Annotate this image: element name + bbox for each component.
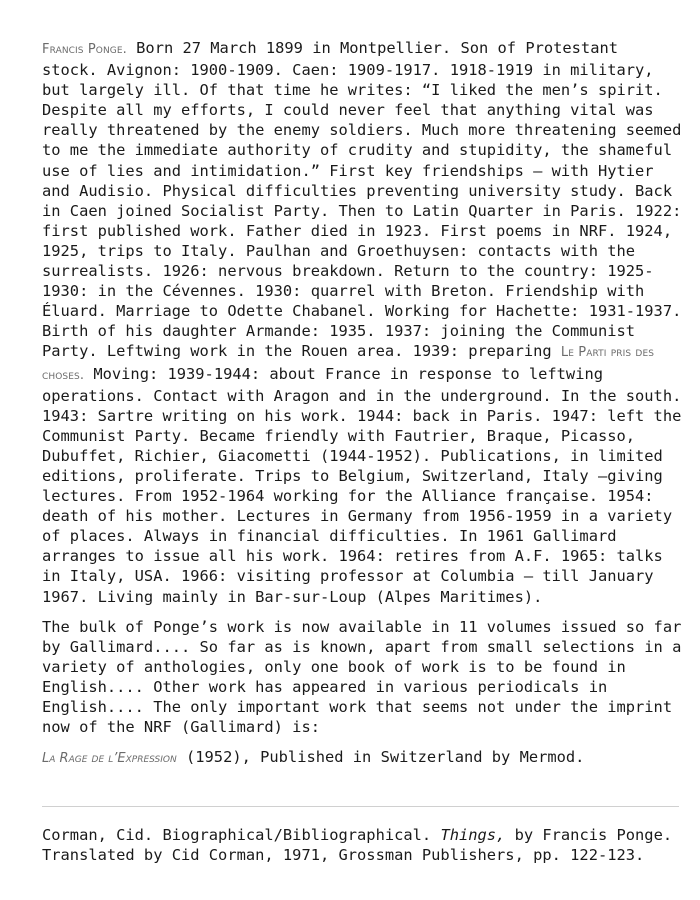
citation-paragraph (42, 825, 692, 865)
citation-text-2: by Francis Ponge. Translated by Cid Corman, 1971, Grossman Publishers, pp. 122-123. (42, 826, 673, 865)
section-divider (42, 806, 679, 807)
rage-paragraph (42, 747, 682, 769)
citation-book-title: Things, (440, 826, 506, 844)
biography-text-2: Moving: 1939-1944: about France in response to leftwing operations. Contact with Aragon and in the underground. In the south. 1943: Sartre writing on his work. 1944: back in Paris. 1947: left the Communist Party. Became friendly with Fautrier, Braque, Picasso, Dubuffet, Richier, Giacometti (1944-1952). Publications, in limited editions, proliferate. Trips to Belgium, Switzerland, Italy –giving lectures. From 1952-1964 working for the Alliance française. 1954: death of his mother. Lectures in Germany from 1956-1959 in a variety of places. Always in financial difficulties. In 1961 Gallimard arranges to issue all his work. 1964: retires from A.F. 1965: talks in Italy, USA. 1966: visiting professor at Columbia – till January 1967. Living mainly in Bar-sur-Loup (Alpes Maritimes). (42, 364, 682, 606)
author-name: Francis Ponge. (42, 42, 127, 57)
citation-block (42, 825, 692, 865)
bulk-paragraph: The bulk of Ponge’s work is now available in 11 volumes issued so far by Gallimard.... So far as is known, apart from small selections in a variety of anthologies, only one book of work is to be found in English.... Other work has appeared in various periodicals in English.... The only important work that seems not under the imprint now of the NRF (Gallimard) is: (42, 617, 682, 737)
rage-text: (1952), Published in Switzerland by Mermod. (176, 748, 585, 767)
work-title-rage: La Rage de l’Expression (42, 751, 177, 767)
work-title-parti-pris: Le Parti pris des choses. (42, 345, 655, 383)
main-content (42, 38, 682, 779)
citation-text-1: Corman, Cid. Biographical/Bibliographical. (42, 826, 441, 844)
biography-text-1: Born 27 March 1899 in Montpellier. Son of Protestant stock. Avignon: 1900-1909. Caen: 1909-1917. 1918-1919 in military, but largely ill. Of that time he writes: “I liked the men’s spirit. Despite all my efforts, I could never feel that anything vital was really threatened by the enemy soldiers. Much more threatening seemed to me the immediate authority of crudity and stupidity, the shameful use of lies and intimidation.” First key friendships – with Hytier and Audisio. Physical difficulties preventing university study. Back in Caen joined Socialist Party. Then to Latin Quarter in Paris. 1922: first published work. Father died in 1923. First poems in NRF. 1924, 1925, trips to Italy. Paulhan and Groethuysen: contacts with the surrealists. 1926: nervous breakdown. Return to the country: 1925-1930: in the Cévennes. 1930: quarrel with Breton. Friendship with Éluard. Marriage to Odette Chabanel. Working for Hachette: 1931-1937. Birth of his daughter Armande: 1935. 1937: joining the Communist Party. Leftwing work in the Rouen area. 1939: preparing (42, 39, 682, 361)
biography-paragraph (42, 38, 682, 607)
